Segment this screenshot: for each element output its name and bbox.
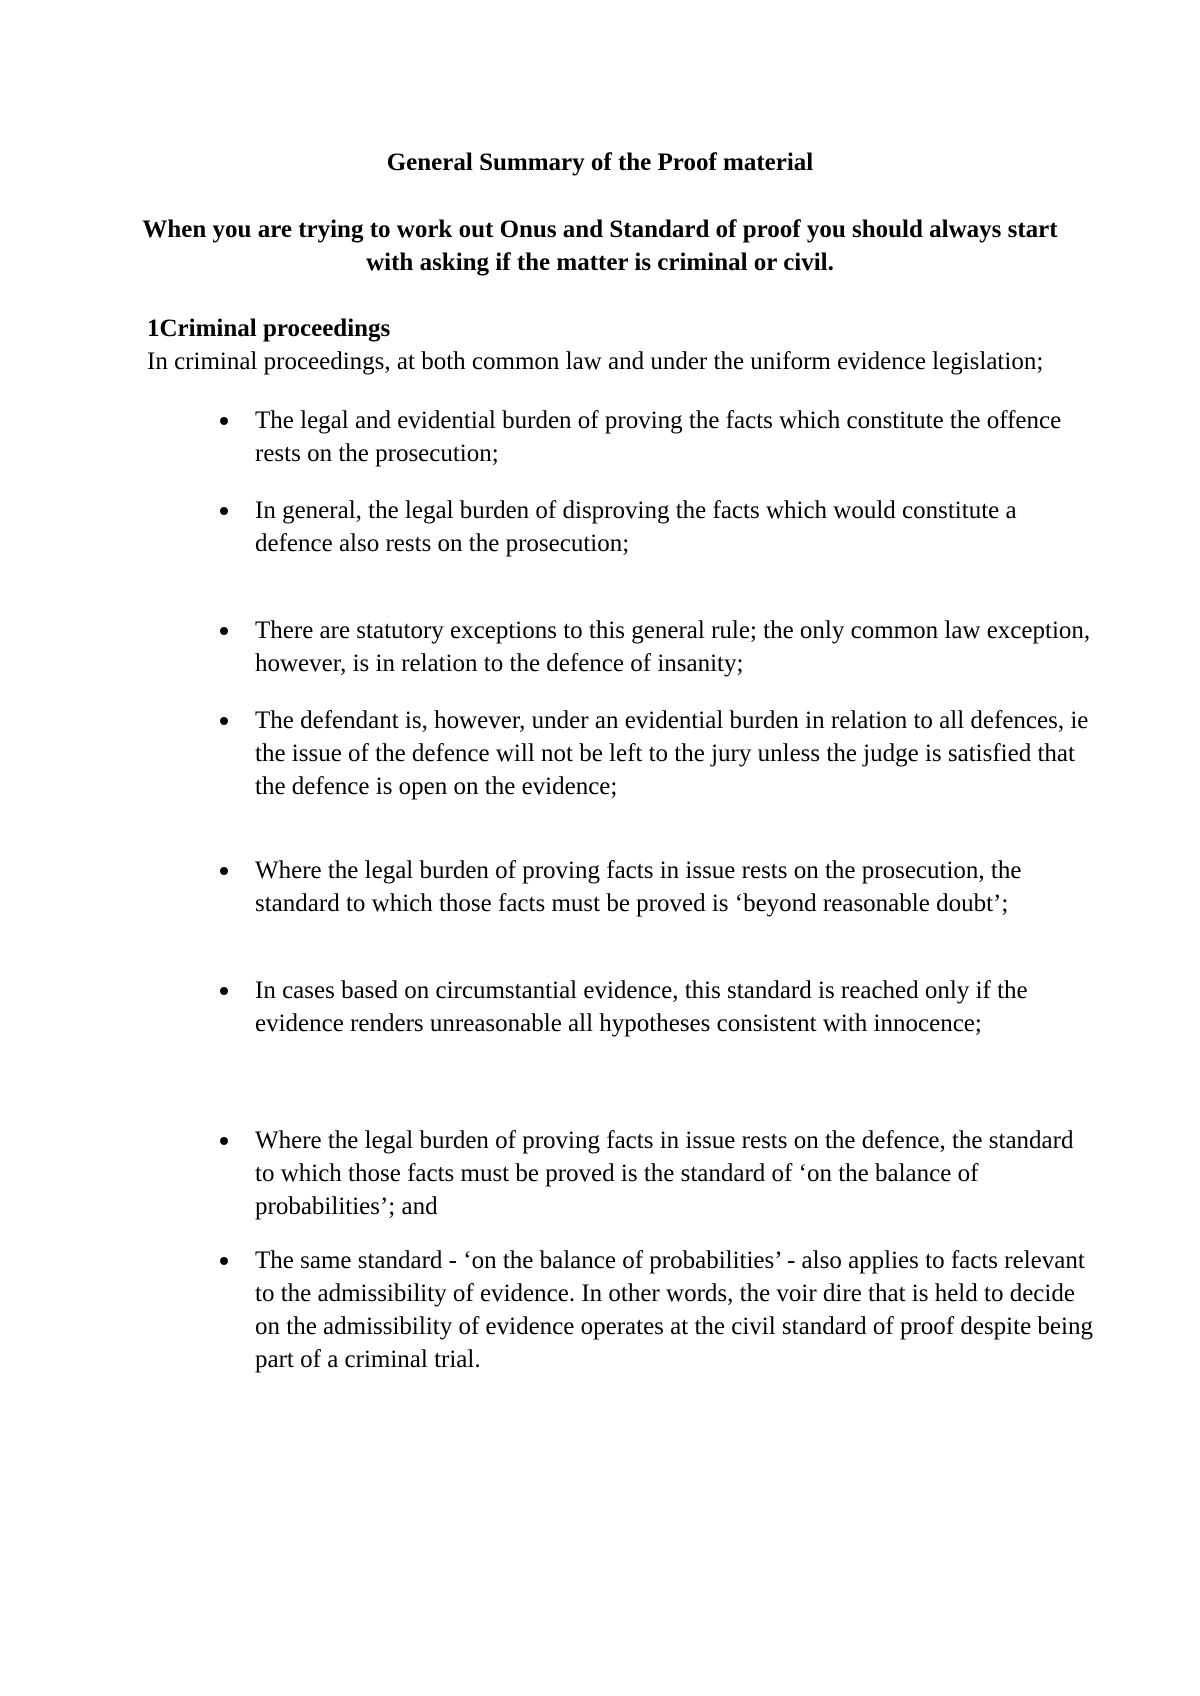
bullet-icon <box>220 1257 228 1265</box>
bullet-icon <box>220 507 228 515</box>
list-item <box>255 404 1095 470</box>
list-item-text: Where the legal burden of proving facts in issue rests on the defence, the standard to which those facts must be proved is the standard of ‘on the balance of probabilities’; and <box>255 1127 1074 1220</box>
bullet-icon <box>220 717 228 725</box>
list-item <box>255 704 1095 803</box>
list-item <box>255 974 1095 1040</box>
document-title: General Summary of the Proof material <box>386 149 814 176</box>
section-intro: In criminal proceedings, at both common law and under the uniform evidence legislation; <box>147 348 1044 375</box>
list-item-text: The same standard - ‘on the balance of probabilities’ - also applies to facts relevant to the admissibility of evidence. In other words, the voir dire that is held to decide on the admissibility of evidence operates at the civil standard of proof despite being part of a criminal trial. <box>255 1247 1093 1373</box>
list-item-text: The legal and evidential burden of proving the facts which constitute the offence rests on the prosecution; <box>255 407 1062 467</box>
list-item-text: In general, the legal burden of disproving the facts which would constitute a defence also rests on the prosecution; <box>255 497 1017 557</box>
list-item-text: Where the legal burden of proving facts in issue rests on the prosecution, the standard to which those facts must be proved is ‘beyond reasonable doubt’; <box>255 857 1022 917</box>
section-heading: 1Criminal proceedings <box>147 315 391 342</box>
bullet-icon <box>220 417 228 425</box>
list-item <box>255 494 1095 560</box>
list-item <box>255 1124 1095 1223</box>
list-item-text: The defendant is, however, under an evidential burden in relation to all defences, ie the issue of the defence will not be left to the jury unless the judge is satisfied that the defence is open on the evidence; <box>255 707 1089 800</box>
list-item <box>255 1244 1095 1376</box>
bullet-icon <box>220 867 228 875</box>
bullet-icon <box>220 627 228 635</box>
document-subtitle: When you are trying to work out Onus and Standard of proof you should always start with asking if the matter is criminal or civil. <box>142 216 1058 276</box>
bullet-icon <box>220 987 228 995</box>
list-item <box>255 854 1095 920</box>
list-item-text: There are statutory exceptions to this general rule; the only common law exception, however, is in relation to the defence of insanity; <box>255 617 1091 677</box>
bullet-icon <box>220 1137 228 1145</box>
list-item <box>255 614 1095 680</box>
list-item-text: In cases based on circumstantial evidence, this standard is reached only if the evidence renders unreasonable all hypotheses consistent with innocence; <box>255 977 1028 1037</box>
